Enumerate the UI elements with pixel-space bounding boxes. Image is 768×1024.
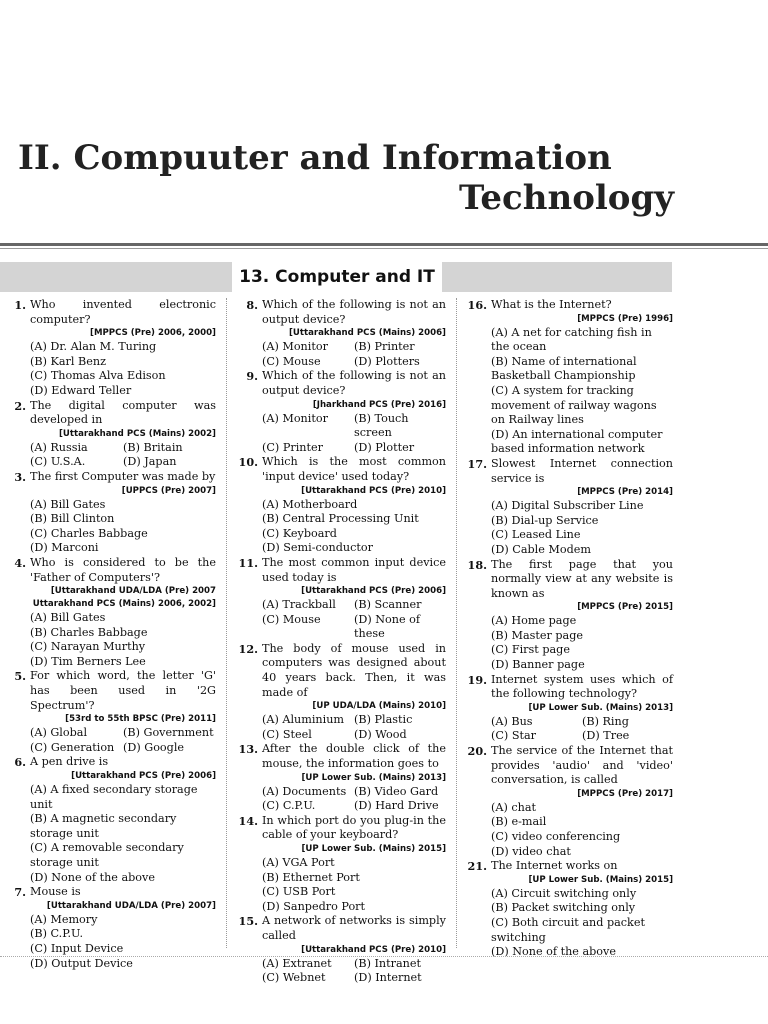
question-number: 9. bbox=[246, 369, 258, 384]
question-block bbox=[236, 556, 446, 642]
question-text: The first Computer was made by bbox=[30, 469, 216, 483]
answer-option: (D) Japan bbox=[123, 455, 177, 469]
answer-option: (C) video conferencing bbox=[491, 830, 621, 843]
answer-option-row bbox=[236, 785, 446, 800]
answer-option: (B) Printer bbox=[354, 340, 415, 354]
answer-option: (C) Mouse bbox=[262, 354, 321, 368]
question-number: 18. bbox=[467, 557, 487, 572]
answer-option: (A) Trackball bbox=[262, 598, 336, 612]
question-number: 3. bbox=[14, 469, 26, 484]
question-source: [MPPCS (Pre) 2006, 2000] bbox=[90, 328, 216, 339]
question-text: A pen drive is bbox=[30, 755, 109, 769]
answer-option: (D) Google bbox=[123, 740, 185, 754]
question-row bbox=[4, 755, 216, 770]
question-source: [UP Lower Sub. (Mains) 2015] bbox=[301, 844, 446, 854]
question-number: 2. bbox=[14, 398, 26, 413]
answer-option: (B) A magnetic secondary storage unit bbox=[30, 812, 177, 840]
question-source: [UP Lower Sub. (Mains) 2013] bbox=[301, 772, 446, 783]
question-text: Which of the following is not an output device? bbox=[262, 298, 446, 326]
question-row bbox=[465, 744, 673, 788]
question-number: 15. bbox=[238, 914, 258, 929]
question-row bbox=[4, 556, 216, 585]
answer-option: (B) Master page bbox=[491, 628, 584, 642]
answer-option: (C) Mouse bbox=[262, 612, 321, 626]
question-block bbox=[4, 885, 216, 971]
question-block bbox=[4, 298, 216, 399]
question-text: A network of networks is simply called bbox=[262, 914, 446, 942]
question-number: 1. bbox=[14, 298, 26, 312]
question-text: What is the Internet? bbox=[491, 298, 612, 311]
question-source: [UP Lower Sub. (Mains) 2013] bbox=[528, 702, 673, 713]
question-source: [Uttarakhand PCS (Pre) 2010] bbox=[301, 944, 446, 955]
answer-option: (B) Karl Benz bbox=[30, 354, 106, 368]
question-text: Internet system uses which of the following technology? bbox=[491, 672, 673, 701]
answer-option: (B) Plastic bbox=[354, 713, 413, 727]
question-block bbox=[465, 298, 673, 457]
answer-option-row bbox=[236, 971, 446, 986]
question-row bbox=[236, 814, 446, 843]
answer-option: (A) Monitor bbox=[262, 411, 328, 425]
question-number: 19. bbox=[467, 672, 487, 687]
answer-option: (C) USB Port bbox=[262, 885, 336, 899]
answer-option: (A) Memory bbox=[30, 912, 98, 926]
question-source: [Uttarakhand PCS (Pre) 2010] bbox=[301, 485, 446, 496]
answer-option: (C) Keyboard bbox=[262, 526, 337, 540]
question-block bbox=[4, 399, 216, 470]
question-row bbox=[236, 298, 446, 327]
answer-option: (C) Star bbox=[491, 729, 537, 743]
answer-option: (B) Dial-up Service bbox=[491, 513, 599, 527]
answer-option: (D) An international computer based information network bbox=[491, 427, 663, 456]
answer-option: (A) A net for catching fish in the ocean bbox=[491, 325, 652, 354]
question-source: [53rd to 55th BPSC (Pre) 2011] bbox=[65, 714, 216, 725]
question-block bbox=[465, 859, 673, 960]
question-row bbox=[236, 556, 446, 585]
answer-option: (A) chat bbox=[491, 800, 537, 814]
answer-option: (C) Both circuit and packet switching bbox=[491, 915, 645, 944]
answer-option: (C) Charles Babbage bbox=[30, 526, 148, 540]
answer-option: (A) Bus bbox=[491, 714, 533, 728]
column-divider bbox=[226, 298, 227, 948]
question-source: [UPPCS (Pre) 2007] bbox=[121, 485, 216, 496]
question-text: Who invented electronic computer? bbox=[30, 298, 216, 326]
answer-option-row bbox=[4, 441, 216, 456]
question-text: Who is considered to be the 'Father of Computers'? bbox=[30, 555, 216, 584]
answer-option: (B) Video Gard bbox=[354, 784, 439, 798]
column-left bbox=[4, 298, 216, 971]
question-text: The service of the Internet that provides 'audio' and 'video' conversation, is called bbox=[491, 744, 673, 787]
question-number: 14. bbox=[238, 813, 258, 828]
answer-option: (A) VGA Port bbox=[262, 856, 335, 869]
question-row bbox=[465, 558, 673, 602]
answer-option: (D) Plotters bbox=[354, 354, 420, 368]
question-source: [UP Lower Sub. (Mains) 2015] bbox=[528, 874, 673, 885]
chapter-title-line2: Technology bbox=[459, 178, 674, 218]
page-bottom-rule bbox=[0, 956, 768, 957]
question-row bbox=[236, 914, 446, 943]
answer-option: (B) Central Processing Unit bbox=[262, 512, 419, 526]
question-block bbox=[4, 556, 216, 670]
question-block bbox=[236, 642, 446, 743]
question-source: [Uttarakhand UDA/LDA (Pre) 2007] bbox=[46, 900, 216, 911]
answer-option: (D) Tim Berners Lee bbox=[30, 654, 146, 668]
answer-option: (B) Scanner bbox=[354, 598, 422, 612]
answer-option: (C) U.S.A. bbox=[30, 455, 86, 469]
question-text: In which port do you plug-in the cable of your keyboard? bbox=[262, 813, 446, 842]
question-source: [UP UDA/LDA (Mains) 2010] bbox=[312, 701, 446, 712]
answer-option: (D) Internet bbox=[354, 971, 422, 985]
answer-option-row bbox=[236, 441, 446, 456]
heading-rule-thin bbox=[0, 248, 768, 249]
answer-option: (D) Banner page bbox=[491, 658, 585, 672]
question-block bbox=[465, 457, 673, 558]
answer-option: (A) Motherboard bbox=[262, 497, 358, 511]
question-block bbox=[236, 742, 446, 813]
answer-option: (B) Packet switching only bbox=[491, 901, 636, 915]
question-number: 16. bbox=[467, 298, 487, 312]
question-block bbox=[465, 744, 673, 859]
answer-option-row bbox=[236, 340, 446, 355]
question-source: [Uttarakhand PCS (Pre) 2006] bbox=[71, 771, 216, 782]
question-block bbox=[236, 814, 446, 915]
question-block bbox=[465, 558, 673, 673]
answer-option-row bbox=[465, 729, 673, 744]
answer-option: (D) Edward Teller bbox=[30, 383, 132, 397]
answer-option: (D) None of the above bbox=[30, 870, 155, 884]
question-source: [Uttarakhand UDA/LDA (Pre) 2007 Uttarakhand PCS (Mains) 2006, 2002] bbox=[32, 586, 216, 610]
answer-option-row bbox=[236, 799, 446, 814]
question-number: 21. bbox=[467, 859, 487, 874]
question-text: Mouse is bbox=[30, 885, 81, 899]
question-block bbox=[4, 669, 216, 755]
answer-option: (D) None of these bbox=[354, 612, 421, 641]
question-block bbox=[236, 914, 446, 985]
chapter-heading bbox=[18, 138, 674, 218]
answer-option: (C) Narayan Murthy bbox=[30, 640, 146, 654]
answer-option: (A) Bill Gates bbox=[30, 497, 106, 511]
question-row bbox=[4, 669, 216, 713]
answer-option: (D) None of the above bbox=[491, 945, 616, 959]
answer-option: (A) Russia bbox=[30, 440, 88, 454]
question-number: 8. bbox=[246, 298, 258, 312]
question-row bbox=[4, 470, 216, 485]
question-text: The body of mouse used in computers was designed about 40 years back. Then, it was made of bbox=[262, 641, 446, 699]
question-number: 13. bbox=[238, 742, 258, 757]
answer-option: (A) Bill Gates bbox=[30, 611, 106, 625]
question-row bbox=[236, 642, 446, 700]
answer-option-row bbox=[236, 412, 446, 441]
question-row bbox=[236, 369, 446, 398]
question-row bbox=[465, 457, 673, 486]
answer-option: (C) First page bbox=[491, 643, 570, 657]
answer-option: (C) Webnet bbox=[262, 971, 326, 985]
answer-option: (D) Output Device bbox=[30, 956, 133, 970]
question-source: [Uttarakhand PCS (Pre) 2006] bbox=[301, 586, 446, 597]
question-block bbox=[236, 369, 446, 455]
answer-option: (B) C.P.U. bbox=[30, 927, 83, 941]
answer-option: (B) Intranet bbox=[354, 956, 421, 970]
answer-option: (C) Thomas Alva Edison bbox=[30, 369, 166, 383]
answer-option: (C) Leased Line bbox=[491, 528, 581, 542]
question-source: [MPPCS (Pre) 2014] bbox=[577, 487, 673, 498]
answer-option: (C) Steel bbox=[262, 727, 312, 741]
question-source: [MPPCS (Pre) 1996] bbox=[577, 313, 673, 324]
question-text: Slowest Internet connection service is bbox=[491, 456, 673, 485]
answer-option-row bbox=[236, 713, 446, 728]
answer-option-row bbox=[236, 598, 446, 613]
question-block bbox=[4, 470, 216, 556]
answer-option: (C) C.P.U. bbox=[262, 799, 316, 813]
answer-option-row bbox=[236, 728, 446, 743]
answer-option: (D) Sanpedro Port bbox=[262, 899, 366, 913]
answer-option: (B) Ring bbox=[582, 714, 629, 728]
column-middle bbox=[236, 298, 446, 986]
question-block bbox=[465, 673, 673, 744]
question-source: [Uttarakhand PCS (Mains) 2002] bbox=[58, 428, 216, 439]
answer-option: (C) A system for tracking movement of railway wagons on Railway lines bbox=[491, 383, 657, 427]
answer-option: (B) Touch screen bbox=[354, 411, 409, 440]
answer-option: (A) Documents bbox=[262, 784, 347, 798]
answer-option: (C) A removable secondary storage unit bbox=[30, 841, 184, 869]
answer-option: (D) Marconi bbox=[30, 541, 99, 555]
answer-option: (B) Name of international Basketball Championship bbox=[491, 354, 637, 383]
answer-option: (C) Generation bbox=[30, 740, 115, 754]
question-row bbox=[465, 859, 673, 874]
answer-option: (A) Global bbox=[30, 726, 88, 740]
answer-option-row bbox=[4, 726, 216, 741]
answer-option: (B) Bill Clinton bbox=[30, 512, 115, 526]
question-number: 7. bbox=[14, 885, 26, 900]
question-row bbox=[236, 455, 446, 484]
answer-option: (C) Input Device bbox=[30, 941, 124, 955]
answer-option: (D) Semi-conductor bbox=[262, 541, 373, 555]
question-source: [MPPCS (Pre) 2015] bbox=[577, 602, 673, 613]
answer-option-row bbox=[236, 355, 446, 370]
column-right bbox=[465, 298, 673, 960]
answer-option: (D) Plotter bbox=[354, 440, 415, 454]
answer-option: (A) Extranet bbox=[262, 956, 332, 970]
question-number: 4. bbox=[14, 555, 26, 570]
question-number: 12. bbox=[238, 641, 258, 656]
answer-option: (A) Dr. Alan M. Turing bbox=[30, 340, 157, 354]
question-text: The digital computer was developed in bbox=[30, 398, 216, 427]
answer-option: (A) Circuit switching only bbox=[491, 886, 637, 900]
answer-option: (A) Monitor bbox=[262, 340, 328, 354]
question-block bbox=[4, 755, 216, 885]
question-number: 5. bbox=[14, 669, 26, 684]
answer-option: (B) Charles Babbage bbox=[30, 625, 148, 639]
question-row bbox=[4, 399, 216, 428]
question-number: 17. bbox=[467, 456, 487, 471]
question-row bbox=[465, 298, 673, 313]
question-block bbox=[236, 298, 446, 369]
answer-option: (B) e-mail bbox=[491, 815, 547, 829]
question-row bbox=[4, 298, 216, 327]
heading-rule bbox=[0, 243, 768, 246]
question-source: [Jharkhand PCS (Pre) 2016] bbox=[312, 399, 446, 410]
answer-option: (A) A fixed secondary storage unit bbox=[30, 783, 198, 811]
question-source: [Uttarakhand PCS (Mains) 2006] bbox=[288, 328, 446, 339]
answer-option: (B) Government bbox=[123, 726, 214, 740]
answer-option-row bbox=[4, 741, 216, 756]
chapter-title-line1: II. Compuuter and Information bbox=[18, 138, 612, 178]
question-number: 6. bbox=[14, 755, 26, 770]
question-row bbox=[465, 673, 673, 702]
answer-option: (C) Printer bbox=[262, 440, 323, 454]
answer-option: (D) Cable Modem bbox=[491, 542, 591, 556]
answer-option: (D) Hard Drive bbox=[354, 799, 439, 813]
answer-option: (A) Home page bbox=[491, 614, 577, 628]
question-text: For which word, the letter 'G' has been used in '2G Spectrum'? bbox=[30, 669, 216, 712]
section-title: 13. Computer and IT bbox=[232, 262, 442, 292]
question-number: 20. bbox=[467, 744, 487, 759]
question-number: 11. bbox=[238, 555, 258, 570]
answer-option: (A) Digital Subscriber Line bbox=[491, 499, 644, 513]
question-text: Which is the most common 'input device' used today? bbox=[262, 455, 446, 483]
question-row bbox=[236, 742, 446, 771]
answer-option: (D) Wood bbox=[354, 727, 407, 741]
answer-option-row bbox=[4, 455, 216, 470]
question-text: After the double click of the mouse, the information goes to bbox=[262, 742, 446, 771]
answer-option: (D) video chat bbox=[491, 844, 571, 858]
answer-option: (B) Ethernet Port bbox=[262, 870, 360, 884]
answer-option: (D) Tree bbox=[582, 729, 630, 743]
question-block bbox=[236, 455, 446, 556]
question-row bbox=[4, 885, 216, 900]
answer-option-row bbox=[465, 715, 673, 730]
column-divider bbox=[456, 298, 457, 948]
question-text: Which of the following is not an output device? bbox=[262, 369, 446, 397]
question-text: The most common input device used today is bbox=[262, 555, 446, 584]
answer-option-row bbox=[236, 957, 446, 972]
question-text: The Internet works on bbox=[491, 859, 618, 873]
answer-option: (A) Aluminium bbox=[262, 713, 345, 727]
answer-option-row bbox=[236, 613, 446, 642]
question-number: 10. bbox=[238, 455, 258, 470]
answer-option: (B) Britain bbox=[123, 440, 183, 454]
question-text: The first page that you normally view at any website is known as bbox=[491, 557, 673, 600]
question-source: [MPPCS (Pre) 2017] bbox=[577, 788, 673, 799]
